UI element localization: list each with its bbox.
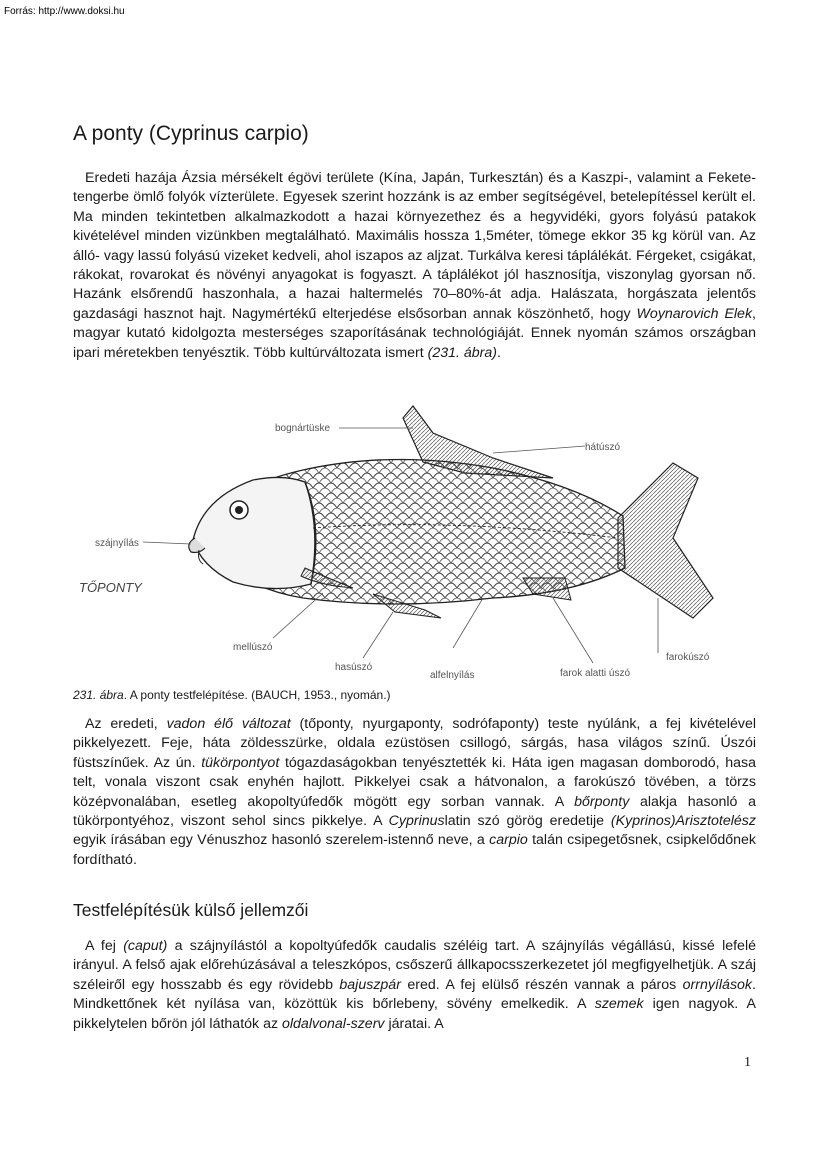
section-heading: Testfelépítésük külső jellemzői (73, 900, 309, 920)
source-label[interactable]: Forrás: http://www.doksi.hu (4, 6, 125, 17)
label-melluszo: mellúszó (233, 642, 273, 653)
carp-illustration (73, 398, 763, 682)
label-hasuszo: hasúszó (335, 662, 373, 673)
label-bognartuske: bognártüske (275, 423, 331, 434)
label-farokuszo: farokúszó (666, 652, 710, 663)
label-alfelnyilas: alfelnyílás (430, 670, 475, 681)
label-hatuszo: hátúszó (585, 442, 621, 453)
label-farok-alatti-uszo: farok alatti úszó (560, 668, 631, 679)
figure-caption: 231. ábra. A ponty testfelépítése. (BAUCH, 1953., nyomán.) (73, 688, 391, 702)
carp-figure (73, 398, 763, 682)
intro-paragraph: Eredeti hazája Ázsia mérsékelt égövi területe (Kína, Japán, Turkesztán) és a Kaszpi-, valamint a Fekete-tengerbe ömlő folyók vízterülete. Egyesek szerint hozzánk is az ember segítségével, betelepítéssel került el. Ma minden tekintetben alkalmazkodott a hazai környezethez és a hegyvidéki, gyors folyású patakok kivételével minden vizünkben megtalálható. Maximális hossza 1,5méter, tömege ekkor 35 kg körül van. Az álló- vagy lassú folyású vizeket kedveli, ahol iszapos az aljzat. Turkálva keresi táplálékát. Férgeket, csigákat, rákokat, rovarokat és növényi anyagokat is fogyaszt. A táplálékot jól hasznosítja, viszonylag gyorsan nő. Hazánk elsőrendű haszonhala, a hazai haltermelés 70–80%-át adja. Halászata, horgászata jelentős gazdasági hasznot hajt. Nagymértékű elterjedése elsősorban annak köszönhető, hogy Woynarovich Elek, magyar kutató kidolgozta mesterséges szaporításának technológiáját. Ennek nyomán számos országban ipari méretekben tenyésztik. Több kultúrváltozata ismert (231. ábra). (73, 170, 756, 361)
page-number: 1 (744, 1055, 751, 1070)
label-toponty: TŐPONTY (79, 580, 142, 595)
label-szajnyilas: szájnyílás (95, 538, 139, 549)
variants-paragraph: Az eredeti, vadon élő változat (tőponty, nyurgaponty, sodrófaponty) teste nyúlánk, a fej kivételével pikkelyezett. Feje, háta zöldesszürke, oldala ezüstösen csillogó, sárgás, hasa világos színű. Úszói füstszínűek. Az ún. tükörpontyot tógazdaságokban tenyésztették ki. Háta igen magasan domborodó, hasa telt, vonala viszont csak enyhén hajlott. Pikkelyei csak a hátvonalon, a farokúszó tövében, a törzs középvonalában, esetleg akopoltyúfedők mögött egy sorban vannak. A bőrponty alakja hasonló a tükörpontyéhoz, viszont sehol sincs pikkelye. A Cyprinuslatin szó görög eredetije (Kyprinos)Arisztotelész egyik írásában egy Vénuszhoz hasonló szerelem-istennő neve, a carpio talán csipegetősnek, csipkelődőnek fordítható. (73, 716, 756, 868)
carp-drawing (189, 406, 713, 618)
head-paragraph: A fej (caput) a szájnyílástól a kopoltyúfedők caudalis széléig tart. A szájnyílás végállású, kissé lefelé irányul. A felső ajak előrehúzásával a teleszkópos, csőszerű állkapocsszerkezetet jól megfigyelhetjük. A száj széleiről egy hosszabb és egy rövidebb bajuszpár ered. A fej elülső részén vannak a páros orrnyílások. Mindkettőnek két nyílása van, közöttük kis bőrlebeny, sövény emelkedik. A szemek igen nagyok. A pikkelytelen bőrön jól láthatók az oldalvonal-szerv járatai. A (73, 938, 756, 1032)
page-title: A ponty (Cyprinus carpio) (73, 122, 309, 145)
